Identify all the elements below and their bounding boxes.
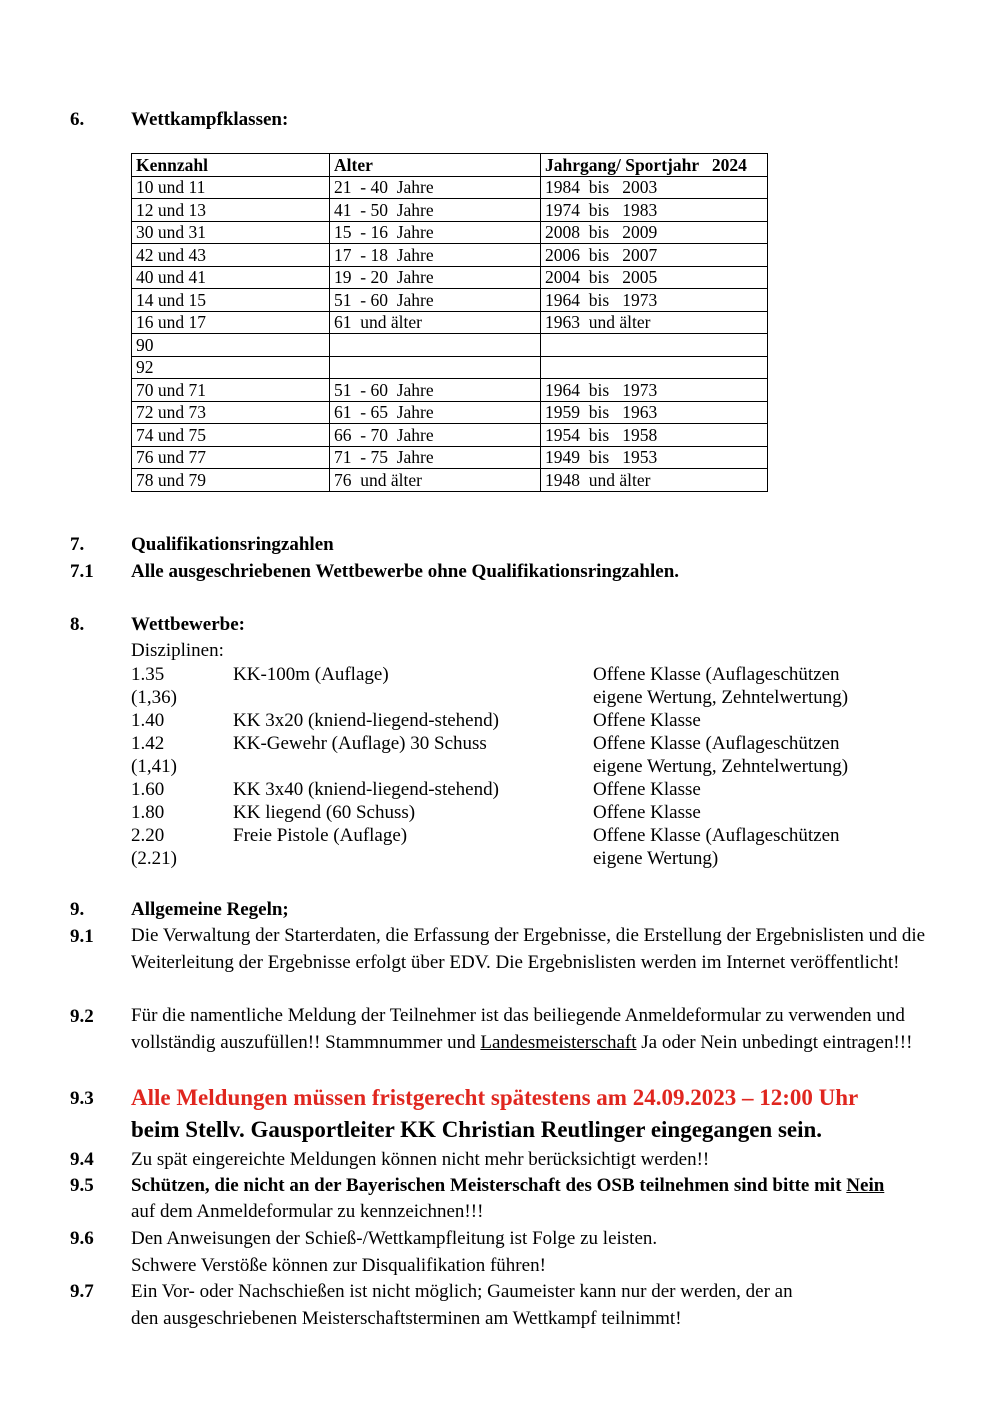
discipline-class: eigene Wertung) bbox=[593, 848, 719, 869]
discipline-code: (2.21) bbox=[131, 848, 177, 869]
discipline-code: 1.40 bbox=[131, 710, 165, 731]
discipline-class: Offene Klasse (Auflageschützen bbox=[593, 825, 840, 846]
rule-9-6-number: 9.6 bbox=[70, 1228, 94, 1249]
cell-alter: 17 - 18 Jahre bbox=[330, 244, 541, 267]
rule-9-3-recipient: beim Stellv. Gausportleiter KK Christian Reutlinger eingegangen sein. bbox=[131, 1117, 823, 1142]
table-row bbox=[132, 311, 768, 334]
table-row bbox=[132, 289, 768, 312]
cell-kennzahl: 70 und 71 bbox=[132, 379, 330, 402]
rule-9-2-text bbox=[131, 1003, 931, 1056]
nein-underlined: Nein bbox=[846, 1175, 885, 1196]
cell-jahrgang: 1963 und älter bbox=[541, 311, 768, 334]
cell-kennzahl: 10 und 11 bbox=[132, 176, 330, 199]
cell-kennzahl: 92 bbox=[132, 356, 330, 379]
cell-alter: 51 - 60 Jahre bbox=[330, 289, 541, 312]
cell-jahrgang: 1964 bis 1973 bbox=[541, 289, 768, 312]
cell-kennzahl: 90 bbox=[132, 334, 330, 357]
table-row bbox=[132, 244, 768, 267]
discipline-name: KK 3x40 (kniend-liegend-stehend) bbox=[233, 779, 499, 800]
disciplines-label: Disziplinen: bbox=[131, 640, 224, 661]
table-row bbox=[132, 199, 768, 222]
cell-alter: 76 und älter bbox=[330, 469, 541, 492]
cell-alter: 21 - 40 Jahre bbox=[330, 176, 541, 199]
section-9-number: 9. bbox=[70, 899, 85, 920]
cell-jahrgang: 1948 und älter bbox=[541, 469, 768, 492]
discipline-class: eigene Wertung, Zehntelwertung) bbox=[593, 756, 849, 777]
section-9-title: Allgemeine Regeln; bbox=[131, 899, 289, 920]
cell-jahrgang bbox=[541, 356, 768, 379]
cell-jahrgang: 1959 bis 1963 bbox=[541, 401, 768, 424]
rule-9-5-line2: auf dem Anmeldeformular zu kennzeichnen!!! bbox=[131, 1201, 484, 1222]
discipline-code: 1.80 bbox=[131, 802, 165, 823]
rule-9-2-text-b: Ja oder Nein unbedingt eintragen!!! bbox=[636, 1031, 913, 1053]
discipline-name: Freie Pistole (Auflage) bbox=[233, 825, 408, 846]
discipline-class: Offene Klasse (Auflageschützen bbox=[593, 733, 840, 754]
rule-9-5-line1 bbox=[131, 1175, 884, 1197]
competition-classes-table bbox=[131, 153, 768, 492]
table-row bbox=[132, 266, 768, 289]
discipline-code: (1,36) bbox=[131, 687, 177, 708]
discipline-name: KK 3x20 (kniend-liegend-stehend) bbox=[233, 710, 499, 731]
table-row bbox=[132, 446, 768, 469]
cell-jahrgang: 1949 bis 1953 bbox=[541, 446, 768, 469]
rule-9-7-number: 9.7 bbox=[70, 1281, 94, 1302]
table-row bbox=[132, 401, 768, 424]
rule-9-3-deadline: Alle Meldungen müssen fristgerecht spätestens am 24.09.2023 – 12:00 Uhr bbox=[131, 1085, 859, 1110]
rule-9-5-number: 9.5 bbox=[70, 1175, 94, 1196]
table-row bbox=[132, 424, 768, 447]
cell-kennzahl: 12 und 13 bbox=[132, 199, 330, 222]
cell-alter: 19 - 20 Jahre bbox=[330, 266, 541, 289]
cell-jahrgang bbox=[541, 334, 768, 357]
cell-jahrgang: 2008 bis 2009 bbox=[541, 221, 768, 244]
table-row bbox=[132, 176, 768, 199]
discipline-class: eigene Wertung, Zehntelwertung) bbox=[593, 687, 849, 708]
cell-jahrgang: 1954 bis 1958 bbox=[541, 424, 768, 447]
header-jahrgang: Jahrgang/ Sportjahr 2024 bbox=[541, 154, 768, 177]
cell-kennzahl: 16 und 17 bbox=[132, 311, 330, 334]
discipline-code: 1.42 bbox=[131, 733, 165, 754]
cell-kennzahl: 74 und 75 bbox=[132, 424, 330, 447]
rule-9-6-line2: Schwere Verstöße können zur Disqualifikation führen! bbox=[131, 1255, 546, 1276]
discipline-class: Offene Klasse (Auflageschützen bbox=[593, 664, 840, 685]
rule-9-4-text: Zu spät eingereichte Meldungen können nicht mehr berücksichtigt werden!! bbox=[131, 1149, 710, 1170]
rule-9-3-number: 9.3 bbox=[70, 1088, 94, 1109]
cell-kennzahl: 76 und 77 bbox=[132, 446, 330, 469]
cell-alter: 61 und älter bbox=[330, 311, 541, 334]
section-6-title: Wettkampfklassen: bbox=[131, 109, 289, 130]
section-6-number: 6. bbox=[70, 109, 85, 130]
table-row bbox=[132, 469, 768, 492]
section-7-1-text: Alle ausgeschriebenen Wettbewerbe ohne Qualifikationsringzahlen. bbox=[131, 561, 680, 582]
discipline-class: Offene Klasse bbox=[593, 779, 701, 800]
cell-kennzahl: 72 und 73 bbox=[132, 401, 330, 424]
table-row bbox=[132, 356, 768, 379]
cell-alter bbox=[330, 356, 541, 379]
section-7-title: Qualifikationsringzahlen bbox=[131, 534, 334, 555]
table-row bbox=[132, 379, 768, 402]
discipline-code: 2.20 bbox=[131, 825, 165, 846]
cell-alter: 66 - 70 Jahre bbox=[330, 424, 541, 447]
rule-9-7-line1: Ein Vor- oder Nachschießen ist nicht möglich; Gaumeister kann nur der werden, der an bbox=[131, 1281, 793, 1302]
cell-jahrgang: 1964 bis 1973 bbox=[541, 379, 768, 402]
cell-jahrgang: 1984 bis 2003 bbox=[541, 176, 768, 199]
section-8-number: 8. bbox=[70, 614, 85, 635]
table-header-row bbox=[132, 154, 768, 177]
landesmeisterschaft-link: Landesmeisterschaft bbox=[480, 1031, 637, 1053]
rule-9-2-text-a: Für die namentliche Meldung der Teilnehmer ist das beiliegende Anmeldeformular zu verwenden und vollständig auszufüllen!! Stammnummer und bbox=[131, 1005, 905, 1053]
cell-jahrgang: 2004 bis 2005 bbox=[541, 266, 768, 289]
discipline-code: 1.35 bbox=[131, 664, 165, 685]
rule-9-5-bold: Schützen, die nicht an der Bayerischen Meisterschaft des OSB teilnehmen sind bitte mit bbox=[131, 1175, 847, 1196]
cell-alter: 41 - 50 Jahre bbox=[330, 199, 541, 222]
cell-kennzahl: 14 und 15 bbox=[132, 289, 330, 312]
cell-kennzahl: 42 und 43 bbox=[132, 244, 330, 267]
section-7-1-number: 7.1 bbox=[70, 561, 94, 582]
cell-jahrgang: 1974 bis 1983 bbox=[541, 199, 768, 222]
header-kennzahl: Kennzahl bbox=[132, 154, 330, 177]
cell-kennzahl: 40 und 41 bbox=[132, 266, 330, 289]
header-alter: Alter bbox=[330, 154, 541, 177]
cell-kennzahl: 78 und 79 bbox=[132, 469, 330, 492]
cell-alter: 71 - 75 Jahre bbox=[330, 446, 541, 469]
rule-9-4-number: 9.4 bbox=[70, 1149, 94, 1170]
rule-9-1-number: 9.1 bbox=[70, 926, 94, 947]
rule-9-6-line1: Den Anweisungen der Schieß-/Wettkampfleitung ist Folge zu leisten. bbox=[131, 1228, 658, 1249]
discipline-class: Offene Klasse bbox=[593, 802, 701, 823]
cell-kennzahl: 30 und 31 bbox=[132, 221, 330, 244]
table-row bbox=[132, 221, 768, 244]
rule-9-7-line2: den ausgeschriebenen Meisterschaftsterminen am Wettkampf teilnimmt! bbox=[131, 1308, 682, 1329]
discipline-code: (1,41) bbox=[131, 756, 177, 777]
discipline-class: Offene Klasse bbox=[593, 710, 701, 731]
cell-jahrgang: 2006 bis 2007 bbox=[541, 244, 768, 267]
discipline-name: KK-Gewehr (Auflage) 30 Schuss bbox=[233, 733, 487, 754]
cell-alter bbox=[330, 334, 541, 357]
rule-9-1-text: Die Verwaltung der Starterdaten, die Erfassung der Ergebnisse, die Erstellung der Ergebnislisten und die Weiterleitung der Ergebnisse erfolgt über EDV. Die Ergebnislisten werden im Internet veröffentlicht! bbox=[131, 925, 926, 973]
section-7-number: 7. bbox=[70, 534, 85, 555]
cell-alter: 51 - 60 Jahre bbox=[330, 379, 541, 402]
rule-9-2-number: 9.2 bbox=[70, 1006, 94, 1027]
table-row bbox=[132, 334, 768, 357]
discipline-code: 1.60 bbox=[131, 779, 165, 800]
cell-alter: 15 - 16 Jahre bbox=[330, 221, 541, 244]
discipline-name: KK liegend (60 Schuss) bbox=[233, 802, 416, 823]
discipline-name: KK-100m (Auflage) bbox=[233, 664, 389, 685]
cell-alter: 61 - 65 Jahre bbox=[330, 401, 541, 424]
section-8-title: Wettbewerbe: bbox=[131, 614, 245, 635]
